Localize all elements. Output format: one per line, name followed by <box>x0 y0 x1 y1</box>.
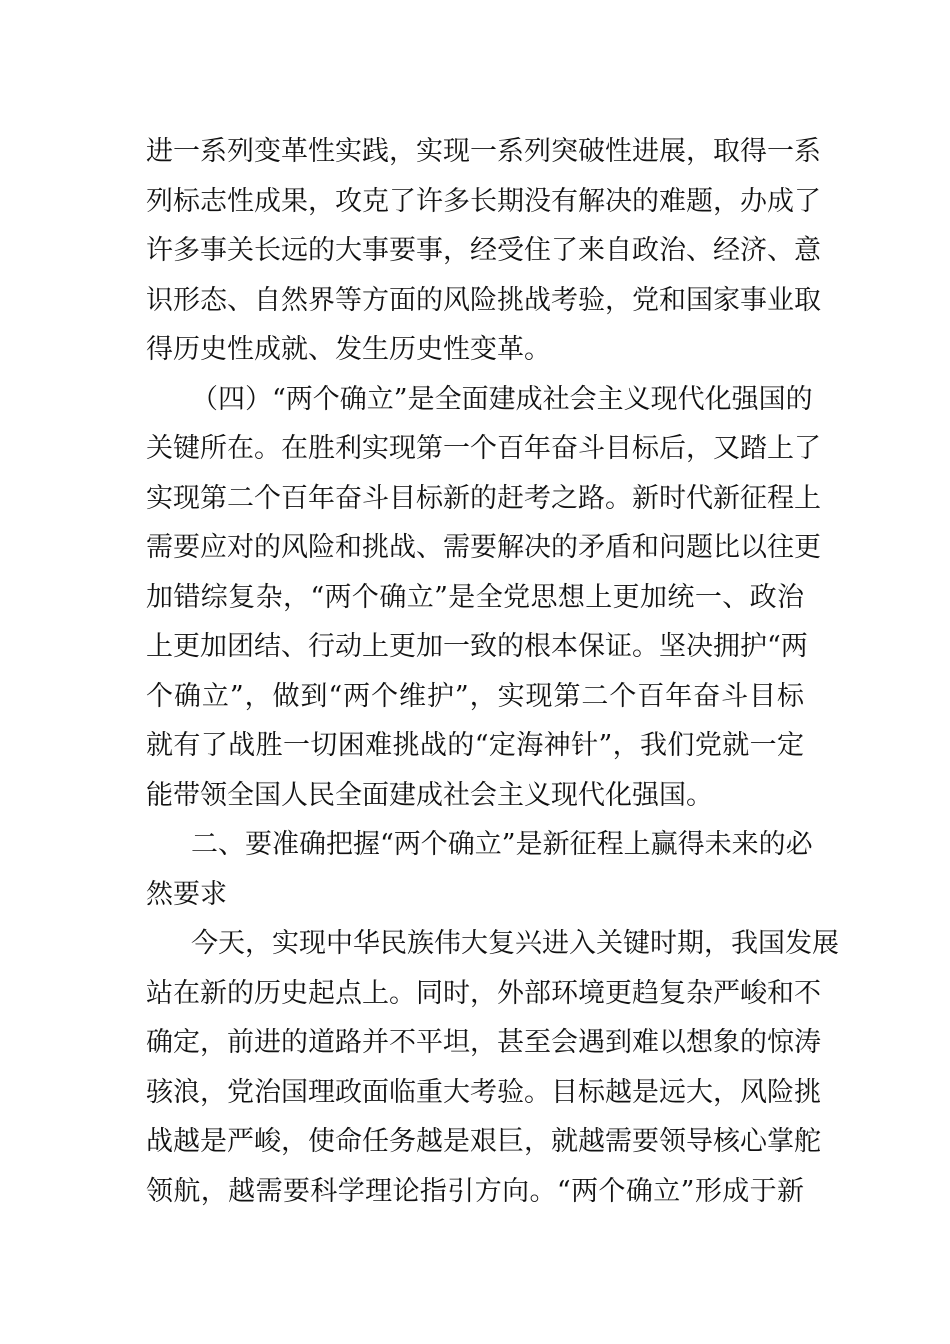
paragraph-line: 许多事关长远的大事要事，经受住了来自政治、经济、意 <box>146 235 821 266</box>
paragraph-line: 关键所在。在胜利实现第一个百年奋斗目标后，又踏上了 <box>146 433 821 464</box>
paragraph-line: 就有了战胜一切困难挑战的“定海神针”，我们党就一定 <box>146 730 804 761</box>
section-heading-line: （四）“两个确立”是全面建成社会主义现代化强国的 <box>191 384 813 415</box>
paragraph-line: 需要应对的风险和挑战、需要解决的矛盾和问题比以往更 <box>146 532 821 563</box>
paragraph-line: 识形态、自然界等方面的风险挑战考验，党和国家事业取 <box>146 285 821 316</box>
paragraph-line: 战越是严峻，使命任务越是艰巨，就越需要领导核心掌舵 <box>146 1126 821 1157</box>
paragraph-line: 上更加团结、行动上更加一致的根本保证。坚决拥护“两 <box>146 631 808 662</box>
paragraph-line: 得历史性成就、发生历史性变革。 <box>146 334 551 365</box>
paragraph-line: 进一系列变革性实践，实现一系列突破性进展，取得一系 <box>146 136 821 167</box>
section-heading-line: 二、要准确把握“两个确立”是新征程上赢得未来的必 <box>191 829 813 860</box>
paragraph-line: 站在新的历史起点上。同时，外部环境更趋复杂严峻和不 <box>146 978 821 1009</box>
paragraph-line: 今天，实现中华民族伟大复兴进入关键时期，我国发展 <box>191 928 839 959</box>
paragraph-line: 列标志性成果，攻克了许多长期没有解决的难题，办成了 <box>146 186 821 217</box>
paragraph-line: 确定，前进的道路并不平坦，甚至会遇到难以想象的惊涛 <box>146 1027 821 1058</box>
paragraph-line: 个确立”，做到“两个维护”，实现第二个百年奋斗目标 <box>146 681 804 712</box>
paragraph-line: 骇浪，党治国理政面临重大考验。目标越是远大，风险挑 <box>146 1077 821 1108</box>
paragraph-line: 加错综复杂，“两个确立”是全党思想上更加统一、政治 <box>146 582 804 613</box>
paragraph-line: 能带领全国人民全面建成社会主义现代化强国。 <box>146 780 713 811</box>
paragraph-line: 实现第二个百年奋斗目标新的赶考之路。新时代新征程上 <box>146 483 821 514</box>
paragraph-line: 领航，越需要科学理论指引方向。“两个确立”形成于新 <box>146 1176 804 1207</box>
section-heading-line: 然要求 <box>146 879 227 910</box>
